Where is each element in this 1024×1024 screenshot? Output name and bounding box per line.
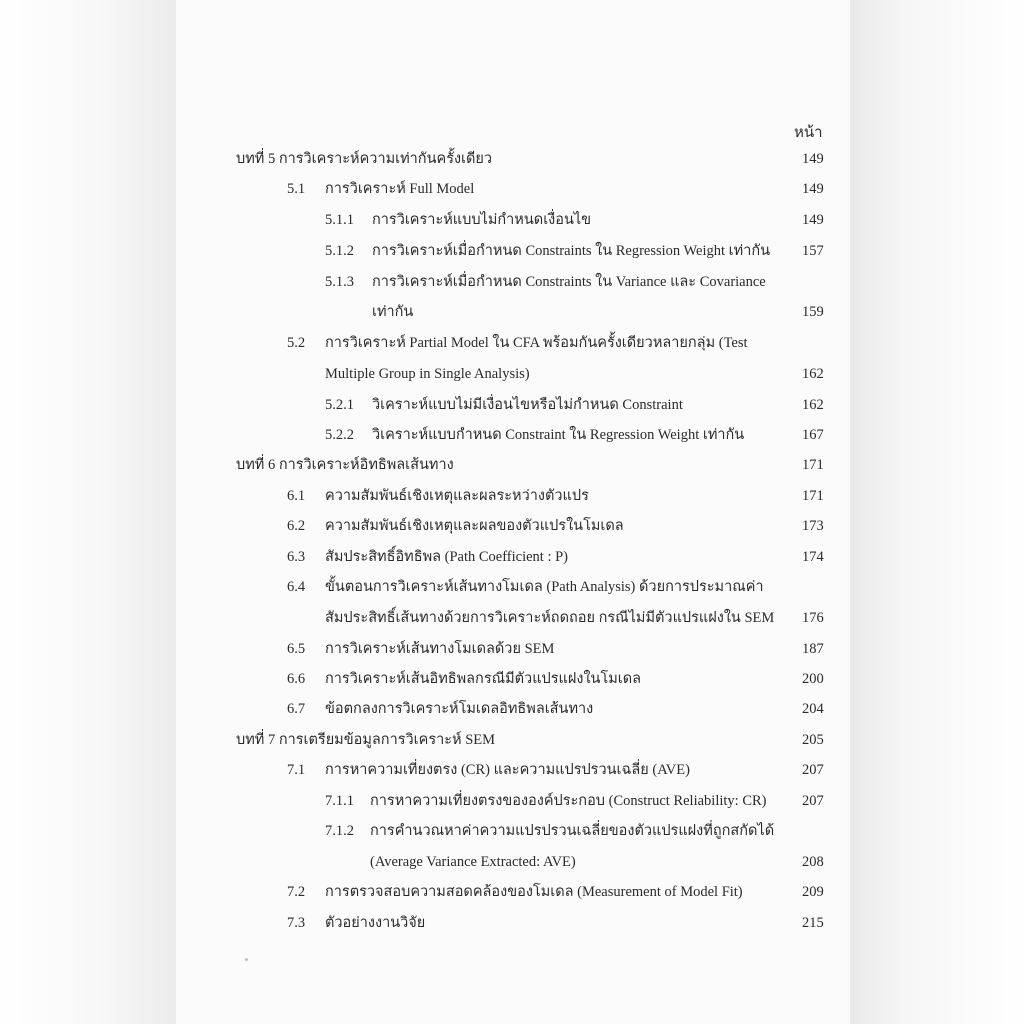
toc-entry-title: ข้อตกลงการวิเคราะห์โมเดลอิทธิพลเส้นทาง — [325, 701, 594, 717]
toc-entry-number: 5.2.2 — [325, 427, 354, 443]
toc-entry-page: 162 — [802, 366, 824, 382]
toc-entry-page: 200 — [802, 671, 824, 687]
page-column-header: หน้า — [794, 125, 823, 141]
toc-entry-page: 162 — [802, 397, 824, 413]
toc-entry-number: 5.1 — [287, 181, 306, 197]
scan-speck — [245, 958, 248, 961]
toc-entry-title: การวิเคราะห์เมื่อกำหนด Constraints ใน Variance และ Covariance — [372, 274, 766, 290]
toc-entry-title: การวิเคราะห์เส้นทางโมเดลด้วย SEM — [325, 641, 555, 657]
toc-entry-page: 157 — [802, 243, 824, 259]
toc-entry-title: การวิเคราะห์ Full Model — [325, 181, 475, 197]
toc-entry-number: 6.7 — [287, 701, 306, 717]
toc-entry-number: 5.1.3 — [325, 274, 354, 290]
toc-entry-page: 149 — [802, 212, 824, 228]
toc-entry-page: 176 — [802, 610, 824, 626]
toc-entry-page: 205 — [802, 732, 824, 748]
toc-entry-number: 7.1.1 — [325, 793, 354, 809]
toc-entry-title: บทที่ 5 การวิเคราะห์ความเท่ากันครั้งเดียว — [236, 151, 493, 167]
toc-entry-title: การหาความเที่ยงตรงขององค์ประกอบ (Construct Reliability: CR) — [370, 793, 767, 809]
toc-entry-title: ขั้นตอนการวิเคราะห์เส้นทางโมเดล (Path Analysis) ด้วยการประมาณค่า — [325, 579, 764, 595]
toc-entry-title: การวิเคราะห์ Partial Model ใน CFA พร้อมกันครั้งเดียวหลายกลุ่ม (Test — [325, 335, 748, 351]
toc-entry-title: เท่ากัน — [372, 304, 414, 320]
toc-entry-page: 159 — [802, 304, 824, 320]
toc-entry-page: 171 — [802, 457, 824, 473]
toc-entry-title: การตรวจสอบความสอดคล้องของโมเดล (Measurement of Model Fit) — [325, 884, 743, 900]
toc-entry-page: 204 — [802, 701, 824, 717]
toc-entry-number: 6.2 — [287, 518, 306, 534]
toc-entry-number: 6.4 — [287, 579, 306, 595]
toc-entry-number: 6.3 — [287, 549, 306, 565]
toc-entry-title: การหาความเที่ยงตรง (CR) และความแปรปรวนเฉลี่ย (AVE) — [325, 762, 690, 778]
toc-entry-title: วิเคราะห์แบบไม่มีเงื่อนไขหรือไม่กำหนด Constraint — [372, 397, 683, 413]
right-page-edge — [850, 0, 1024, 1024]
toc-entry-number: 7.1.2 — [325, 823, 354, 839]
toc-entry-title: (Average Variance Extracted: AVE) — [370, 854, 576, 870]
toc-entry-number: 6.6 — [287, 671, 306, 687]
toc-entry-number: 5.1.1 — [325, 212, 354, 228]
toc-entry-title: สัมประสิทธิ์อิทธิพล (Path Coefficient : P) — [325, 549, 568, 565]
toc-entry-number: 7.2 — [287, 884, 306, 900]
toc-entry-title: วิเคราะห์แบบกำหนด Constraint ใน Regression Weight เท่ากัน — [372, 427, 745, 443]
toc-entry-page: 208 — [802, 854, 824, 870]
toc-entry-number: 6.5 — [287, 641, 306, 657]
toc-entry-number: 7.1 — [287, 762, 306, 778]
toc-entry-page: 149 — [802, 151, 824, 167]
toc-entry-title: ตัวอย่างงานวิจัย — [325, 915, 426, 931]
toc-entry-page: 187 — [802, 641, 824, 657]
toc-entry-number: 5.1.2 — [325, 243, 354, 259]
toc-entry-number: 7.3 — [287, 915, 306, 931]
toc-entry-title: การคำนวณหาค่าความแปรปรวนเฉลี่ยของตัวแปรแฝงที่ถูกสกัดได้ — [370, 823, 775, 839]
toc-entry-title: ความสัมพันธ์เชิงเหตุและผลระหว่างตัวแปร — [325, 488, 589, 504]
toc-entry-page: 207 — [802, 762, 824, 778]
toc-entry-title: Multiple Group in Single Analysis) — [325, 366, 530, 382]
toc-entry-page: 171 — [802, 488, 824, 504]
toc-entry-page: 167 — [802, 427, 824, 443]
toc-entry-number: 5.2 — [287, 335, 306, 351]
toc-entry-title: บทที่ 6 การวิเคราะห์อิทธิพลเส้นทาง — [236, 457, 454, 473]
toc-entry-page: 215 — [802, 915, 824, 931]
toc-entry-page: 174 — [802, 549, 824, 565]
toc-entry-title: ความสัมพันธ์เชิงเหตุและผลของตัวแปรในโมเดล — [325, 518, 624, 534]
toc-entry-page: 149 — [802, 181, 824, 197]
toc-entry-page: 173 — [802, 518, 824, 534]
toc-entry-title: การวิเคราะห์เส้นอิทธิพลกรณีมีตัวแปรแฝงในโมเดล — [325, 671, 642, 687]
toc-entry-title: บทที่ 7 การเตรียมข้อมูลการวิเคราะห์ SEM — [236, 732, 496, 748]
toc-entry-page: 207 — [802, 793, 824, 809]
toc-entry-title: การวิเคราะห์แบบไม่กำหนดเงื่อนไข — [372, 212, 592, 228]
left-page-edge — [0, 0, 176, 1024]
toc-entry-page: 209 — [802, 884, 824, 900]
toc-entry-number: 6.1 — [287, 488, 306, 504]
toc-entry-title: สัมประสิทธิ์เส้นทางด้วยการวิเคราะห์ถดถอย กรณีไม่มีตัวแปรแฝงใน SEM — [325, 610, 775, 626]
toc-entry-number: 5.2.1 — [325, 397, 354, 413]
toc-entry-title: การวิเคราะห์เมื่อกำหนด Constraints ใน Regression Weight เท่ากัน — [372, 243, 771, 259]
